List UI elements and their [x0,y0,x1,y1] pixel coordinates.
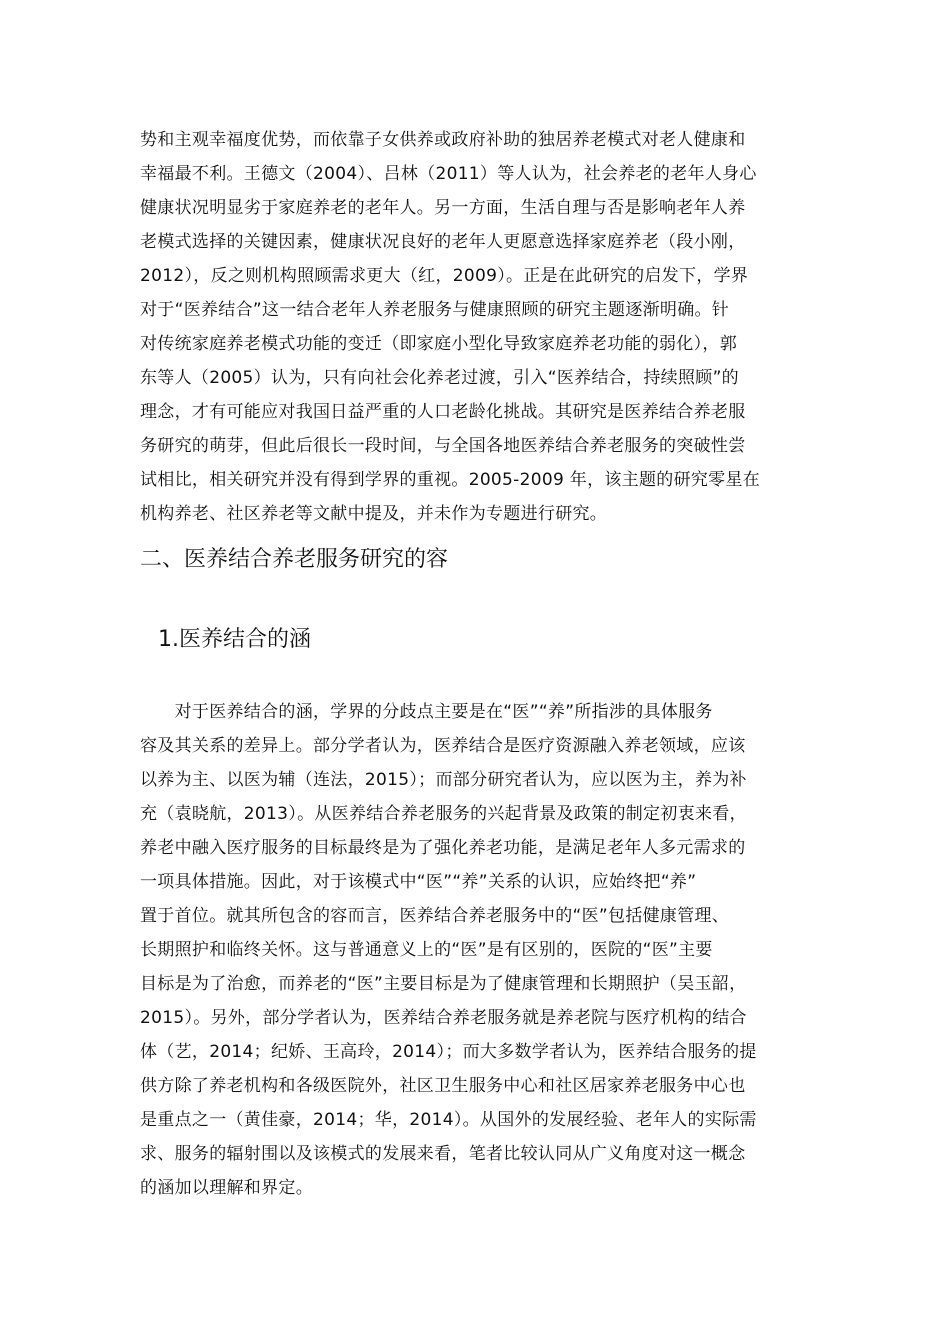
paragraph-line: 以养为主、以医为辅（连法，2015）；而部分研究者认为，应以医为主，养为补 [140,770,747,790]
paragraph-line: 2015）。另外，部分学者认为，医养结合养老服务就是养老院与医疗机构的结合 [140,1008,747,1028]
paragraph-line: 一项具体措施。因此，对于该模式中“医”“养”关系的认识，应始终把“养” [140,872,697,892]
paragraph-line: 置于首位。就其所包含的容而言，医养结合养老服务中的“医”包括健康管理、 [140,906,730,926]
paragraph-line: 势和主观幸福度优势，而依靠子女供养或政府补助的独居养老模式对老人健康和 [140,130,746,150]
paragraph-line: 老模式选择的关键因素，健康状况良好的老年人更愿意选择家庭养老（段小刚， [140,232,746,252]
paragraph-line: 体（艺，2014；纪娇、王高玲，2014）；而大多数学者认为，医养结合服务的提 [140,1042,757,1062]
paragraph-line: 长期照护和临终关怀。这与普通意义上的“医”是有区别的，医院的“医”主要 [140,940,713,960]
paragraph-line: 健康状况明显劣于家庭养老的老年人。另一方面，生活自理与否是影响老年人养 [140,198,746,218]
paragraph-line: 对于“医养结合”这一结合老年人养老服务与健康照顾的研究主题逐渐明确。针 [140,300,730,320]
paragraph-line: 东等人（2005）认为，只有向社会化养老过渡，引入“医养结合，持续照顾”的 [140,368,739,388]
section-heading: 二、医养结合养老服务研究的容 [140,547,449,572]
paragraph-line: 务研究的萌芽，但此后很长一段时间，与全国各地医养结合养老服务的突破性尝 [140,436,746,456]
paragraph-line: 充（袁晓航，2013）。从医养结合养老服务的兴起背景及政策的制定初衷来看， [140,804,747,824]
paragraph-line: 供方除了养老机构和各级医院外，社区卫生服务中心和社区居家养老服务中心也 [140,1076,746,1096]
paragraph-line: 目标是为了治愈，而养老的“医”主要目标是为了健康管理和长期照护（吴玉韶， [140,974,747,994]
paragraph-line: 是重点之一（黄佳豪，2014；华，2014）。从国外的发展经验、老年人的实际需 [140,1110,757,1130]
subsection-heading: 1.医养结合的涵 [158,627,311,652]
paragraph-line: 对传统家庭养老模式功能的变迁（即家庭小型化导致家庭养老功能的弱化），郭 [140,334,737,354]
paragraph-line: 2012），反之则机构照顾需求更大（红，2009）。正是在此研究的启发下，学界 [140,266,749,286]
paragraph-line: 的涵加以理解和界定。 [140,1178,313,1198]
paragraph-2 [140,695,830,1205]
paragraph-line: 求、服务的辐射围以及该模式的发展来看，笔者比较认同从广义角度对这一概念 [140,1144,746,1164]
paragraph-line: 养老中融入医疗服务的目标最终是为了强化养老功能，是满足老年人多元需求的 [140,838,746,858]
paragraph-line: 幸福最不利。王德文（2004）、吕林（2011）等人认为，社会养老的老年人身心 [140,164,757,184]
paragraph-line: 对于医养结合的涵，学界的分歧点主要是在“医”“养”所指涉的具体服务 [140,702,713,722]
paragraph-line: 理念，才有可能应对我国日益严重的人口老龄化挑战。其研究是医养结合养老服 [140,402,746,422]
paragraph-line: 容及其关系的差异上。部分学者认为，医养结合是医疗资源融入养老领域，应该 [140,736,746,756]
paragraph-1 [140,123,830,531]
paragraph-line: 试相比，相关研究并没有得到学界的重视。2005-2009 年，该主题的研究零星在 [140,470,761,490]
paragraph-line: 机构养老、社区养老等文献中提及，并未作为专题进行研究。 [140,504,608,524]
